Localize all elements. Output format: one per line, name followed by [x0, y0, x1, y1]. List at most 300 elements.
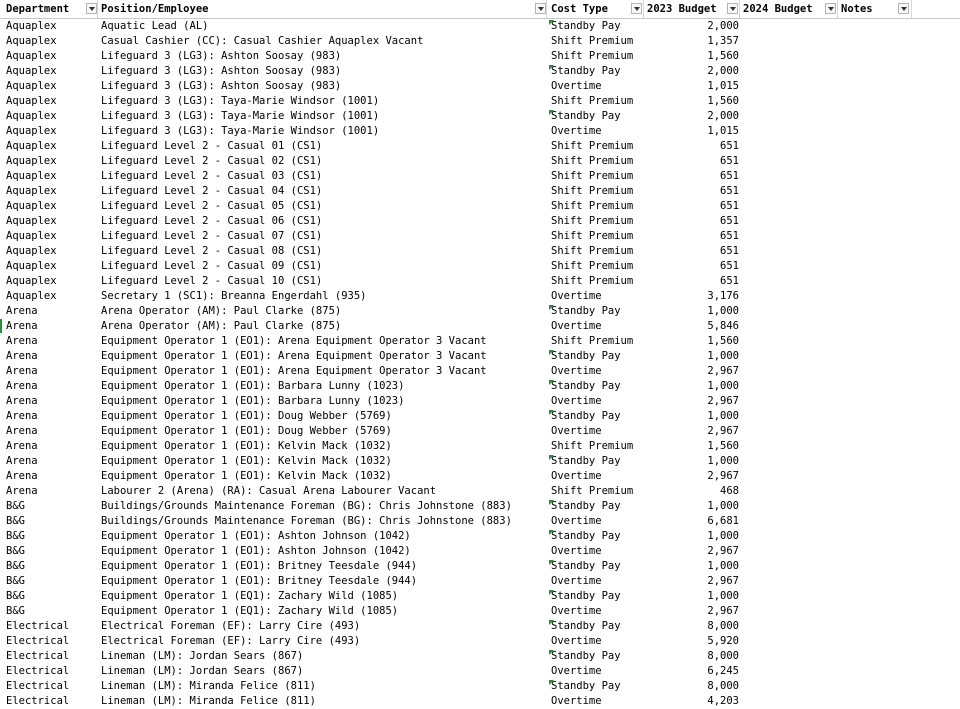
budget-2024-cell[interactable] — [743, 574, 838, 589]
budget-2023-cell[interactable]: 651 — [720, 260, 739, 272]
budget-2024-cell[interactable] — [743, 64, 838, 79]
cost-type-cell[interactable]: Overtime — [551, 635, 602, 647]
budget-2024-cell[interactable] — [743, 409, 838, 424]
budget-2023-cell[interactable]: 2,000 — [707, 20, 739, 32]
notes-cell[interactable] — [841, 499, 911, 514]
position-cell[interactable]: Aquatic Lead (AL) — [101, 20, 209, 32]
notes-cell[interactable] — [841, 364, 911, 379]
budget-2023-cell[interactable]: 2,967 — [707, 545, 739, 557]
error-indicator-icon — [549, 560, 554, 565]
notes-cell[interactable] — [841, 289, 911, 304]
department-cell[interactable]: Arena — [6, 485, 38, 497]
position-cell[interactable]: Buildings/Grounds Maintenance Foreman (BG): Chris Johnstone (883) — [101, 500, 512, 512]
position-cell[interactable]: Lifeguard 3 (LG3): Taya-Marie Windsor (1001) — [101, 95, 380, 107]
position-cell[interactable]: Equipment Operator 1 (EO1): Arena Equipment Operator 3 Vacant — [101, 335, 487, 347]
budget-2024-cell[interactable] — [743, 334, 838, 349]
notes-cell[interactable] — [841, 124, 911, 139]
selected-cell-marker — [0, 319, 2, 333]
filter-dropdown-icon[interactable] — [898, 3, 909, 14]
notes-cell[interactable] — [841, 679, 911, 694]
budget-2024-cell[interactable] — [743, 589, 838, 604]
budget-2023-cell[interactable]: 651 — [720, 185, 739, 197]
table-row — [0, 154, 960, 169]
budget-2023-cell[interactable]: 8,000 — [707, 650, 739, 662]
notes-cell[interactable] — [841, 634, 911, 649]
budget-2023-cell[interactable]: 6,681 — [707, 515, 739, 527]
budget-2024-cell[interactable] — [743, 469, 838, 484]
notes-cell[interactable] — [841, 79, 911, 94]
budget-2023-cell[interactable]: 651 — [720, 245, 739, 257]
cost-type-cell[interactable]: Shift Premium — [551, 215, 634, 227]
notes-cell[interactable] — [841, 619, 911, 634]
position-cell[interactable]: Lineman (LM): Jordan Sears (867) — [101, 650, 304, 662]
notes-cell[interactable] — [841, 574, 911, 589]
cost-type-cell[interactable]: Standby Pay — [551, 410, 621, 422]
budget-2023-cell[interactable]: 1,000 — [707, 305, 739, 317]
position-cell[interactable]: Lifeguard Level 2 - Casual 07 (CS1) — [101, 230, 323, 242]
budget-2024-cell[interactable] — [743, 154, 838, 169]
department-cell[interactable]: B&G — [6, 500, 25, 512]
table-row — [0, 169, 960, 184]
budget-2023-cell[interactable]: 2,967 — [707, 365, 739, 377]
cost-type-cell[interactable]: Overtime — [551, 575, 602, 587]
cost-type-cell[interactable]: Shift Premium — [551, 170, 634, 182]
error-indicator-icon — [549, 65, 554, 70]
budget-2023-cell[interactable]: 468 — [720, 485, 739, 497]
position-cell[interactable]: Lifeguard Level 2 - Casual 01 (CS1) — [101, 140, 323, 152]
department-cell[interactable]: Electrical — [6, 680, 70, 692]
notes-cell[interactable] — [841, 214, 911, 229]
notes-cell[interactable] — [841, 379, 911, 394]
department-cell[interactable]: B&G — [6, 515, 25, 527]
cost-type-cell[interactable]: Shift Premium — [551, 95, 634, 107]
notes-cell[interactable] — [841, 454, 911, 469]
budget-2023-cell[interactable]: 651 — [720, 155, 739, 167]
notes-cell[interactable] — [841, 154, 911, 169]
department-cell[interactable]: Aquaplex — [6, 290, 57, 302]
header-notes[interactable]: Notes — [838, 0, 912, 18]
budget-2024-cell[interactable] — [743, 619, 838, 634]
department-cell[interactable]: Electrical — [6, 695, 70, 707]
cost-type-cell[interactable]: Standby Pay — [551, 590, 621, 602]
budget-2023-cell[interactable]: 1,015 — [707, 125, 739, 137]
position-cell[interactable]: Buildings/Grounds Maintenance Foreman (BG): Chris Johnstone (883) — [101, 515, 512, 527]
header-2024-budget[interactable]: 2024 Budget — [740, 0, 838, 18]
notes-cell[interactable] — [841, 589, 911, 604]
department-cell[interactable]: Aquaplex — [6, 95, 57, 107]
notes-cell[interactable] — [841, 49, 911, 64]
budget-2023-cell[interactable]: 2,967 — [707, 425, 739, 437]
budget-2023-cell[interactable]: 651 — [720, 170, 739, 182]
position-cell[interactable]: Equipment Operator 1 (EO1): Kelvin Mack (1032) — [101, 470, 392, 482]
notes-cell[interactable] — [841, 94, 911, 109]
department-cell[interactable]: Arena — [6, 410, 38, 422]
department-cell[interactable]: B&G — [6, 590, 25, 602]
cost-type-cell[interactable]: Overtime — [551, 125, 602, 137]
notes-cell[interactable] — [841, 559, 911, 574]
cost-type-cell[interactable]: Shift Premium — [551, 200, 634, 212]
notes-cell[interactable] — [841, 34, 911, 49]
position-cell[interactable]: Arena Operator (AM): Paul Clarke (875) — [101, 320, 342, 332]
department-cell[interactable]: Arena — [6, 350, 38, 362]
cost-type-cell[interactable]: Standby Pay — [551, 110, 621, 122]
filter-dropdown-icon[interactable] — [727, 3, 738, 14]
budget-2023-cell[interactable]: 2,967 — [707, 605, 739, 617]
budget-2023-cell[interactable]: 1,000 — [707, 410, 739, 422]
department-cell[interactable]: Aquaplex — [6, 230, 57, 242]
budget-2024-cell[interactable] — [743, 184, 838, 199]
budget-2024-cell[interactable] — [743, 289, 838, 304]
department-cell[interactable]: Aquaplex — [6, 50, 57, 62]
filter-dropdown-icon[interactable] — [86, 3, 97, 14]
error-indicator-icon — [549, 455, 554, 460]
notes-cell[interactable] — [841, 244, 911, 259]
department-cell[interactable]: Aquaplex — [6, 65, 57, 77]
budget-2024-cell[interactable] — [743, 79, 838, 94]
cost-type-cell[interactable]: Standby Pay — [551, 305, 621, 317]
department-cell[interactable]: Electrical — [6, 620, 70, 632]
notes-cell[interactable] — [841, 604, 911, 619]
notes-cell[interactable] — [841, 109, 911, 124]
department-cell[interactable]: B&G — [6, 545, 25, 557]
cost-type-cell[interactable]: Overtime — [551, 290, 602, 302]
table-row — [0, 304, 960, 319]
position-cell[interactable]: Equipment Operator 1 (EO1): Barbara Lunny (1023) — [101, 395, 405, 407]
position-cell[interactable]: Lifeguard Level 2 - Casual 08 (CS1) — [101, 245, 323, 257]
cost-type-cell[interactable]: Shift Premium — [551, 335, 634, 347]
header-cost-type[interactable]: Cost Type — [547, 0, 644, 18]
notes-cell[interactable] — [841, 229, 911, 244]
position-cell[interactable]: Lifeguard Level 2 - Casual 02 (CS1) — [101, 155, 323, 167]
position-cell[interactable]: Lifeguard Level 2 - Casual 09 (CS1) — [101, 260, 323, 272]
notes-cell[interactable] — [841, 19, 911, 34]
position-cell[interactable]: Secretary 1 (SC1): Breanna Engerdahl (935) — [101, 290, 367, 302]
budget-2023-cell[interactable]: 1,560 — [707, 440, 739, 452]
table-row — [0, 424, 960, 439]
budget-2024-cell[interactable] — [743, 559, 838, 574]
budget-2023-cell[interactable]: 2,967 — [707, 395, 739, 407]
position-cell[interactable]: Equipment Operator 1 (EO1): Kelvin Mack (1032) — [101, 455, 392, 467]
position-cell[interactable]: Lifeguard Level 2 - Casual 10 (CS1) — [101, 275, 323, 287]
position-cell[interactable]: Equipment Operator 1 (EO1): Barbara Lunny (1023) — [101, 380, 405, 392]
department-cell[interactable]: Aquaplex — [6, 80, 57, 92]
department-cell[interactable]: Aquaplex — [6, 20, 57, 32]
notes-cell[interactable] — [841, 469, 911, 484]
position-cell[interactable]: Electrical Foreman (EF): Larry Cire (493) — [101, 620, 361, 632]
department-cell[interactable]: Aquaplex — [6, 170, 57, 182]
header-department[interactable]: Department — [0, 0, 98, 18]
cost-type-cell[interactable]: Overtime — [551, 470, 602, 482]
budget-2024-cell[interactable] — [743, 139, 838, 154]
position-cell[interactable]: Equipment Operator 1 (EO1): Arena Equipment Operator 3 Vacant — [101, 350, 487, 362]
department-cell[interactable]: Arena — [6, 440, 38, 452]
table-row — [0, 199, 960, 214]
budget-2023-cell[interactable]: 651 — [720, 230, 739, 242]
table-row — [0, 664, 960, 679]
cost-type-cell[interactable]: Shift Premium — [551, 485, 634, 497]
cost-type-cell[interactable]: Overtime — [551, 365, 602, 377]
budget-2023-cell[interactable]: 1,000 — [707, 380, 739, 392]
cost-type-cell[interactable]: Shift Premium — [551, 35, 634, 47]
budget-2024-cell[interactable] — [743, 394, 838, 409]
position-cell[interactable]: Equipment Operator 1 (EO1): Doug Webber (5769) — [101, 410, 392, 422]
budget-2024-cell[interactable] — [743, 259, 838, 274]
filter-dropdown-icon[interactable] — [825, 3, 836, 14]
department-cell[interactable]: B&G — [6, 605, 25, 617]
budget-2023-cell[interactable]: 2,967 — [707, 575, 739, 587]
budget-2024-cell[interactable] — [743, 304, 838, 319]
budget-2024-cell[interactable] — [743, 364, 838, 379]
position-cell[interactable]: Lifeguard Level 2 - Casual 04 (CS1) — [101, 185, 323, 197]
position-cell[interactable]: Equipment Operator 1 (EO1): Kelvin Mack (1032) — [101, 440, 392, 452]
cost-type-cell[interactable]: Shift Premium — [551, 155, 634, 167]
position-cell[interactable]: Lineman (LM): Jordan Sears (867) — [101, 665, 304, 677]
budget-2024-cell[interactable] — [743, 349, 838, 364]
cost-type-cell[interactable]: Standby Pay — [551, 455, 621, 467]
department-cell[interactable]: Arena — [6, 425, 38, 437]
cost-type-cell[interactable]: Standby Pay — [551, 530, 621, 542]
department-cell[interactable]: Arena — [6, 470, 38, 482]
cost-type-cell[interactable]: Shift Premium — [551, 260, 634, 272]
budget-2023-cell[interactable]: 1,000 — [707, 590, 739, 602]
position-cell[interactable]: Lineman (LM): Miranda Felice (811) — [101, 695, 316, 707]
budget-2024-cell[interactable] — [743, 544, 838, 559]
notes-cell[interactable] — [841, 274, 911, 289]
budget-2024-cell[interactable] — [743, 454, 838, 469]
position-cell[interactable]: Equipment Operator 1 (EO1): Britney Teesdale (944) — [101, 575, 418, 587]
budget-2024-cell[interactable] — [743, 439, 838, 454]
budget-2024-cell[interactable] — [743, 19, 838, 34]
department-cell[interactable]: Arena — [6, 455, 38, 467]
department-cell[interactable]: Aquaplex — [6, 155, 57, 167]
cost-type-cell[interactable]: Shift Premium — [551, 275, 634, 287]
budget-2023-cell[interactable]: 5,920 — [707, 635, 739, 647]
position-cell[interactable]: Equipment Operator 1 (EO1): Ashton Johnson (1042) — [101, 530, 411, 542]
cost-type-cell[interactable]: Shift Premium — [551, 185, 634, 197]
notes-cell[interactable] — [841, 514, 911, 529]
department-cell[interactable]: Electrical — [6, 665, 70, 677]
position-cell[interactable]: Casual Cashier (CC): Casual Cashier Aquaplex Vacant — [101, 35, 424, 47]
budget-2023-cell[interactable]: 4,203 — [707, 695, 739, 707]
department-cell[interactable]: Electrical — [6, 635, 70, 647]
notes-cell[interactable] — [841, 334, 911, 349]
notes-cell[interactable] — [841, 304, 911, 319]
cost-type-cell[interactable]: Standby Pay — [551, 380, 621, 392]
budget-2023-cell[interactable]: 1,560 — [707, 50, 739, 62]
cost-type-cell[interactable]: Shift Premium — [551, 230, 634, 242]
position-cell[interactable]: Lifeguard 3 (LG3): Taya-Marie Windsor (1001) — [101, 110, 380, 122]
cost-type-cell[interactable]: Standby Pay — [551, 650, 621, 662]
department-cell[interactable]: Aquaplex — [6, 110, 57, 122]
cost-type-cell[interactable]: Overtime — [551, 80, 602, 92]
budget-2023-cell[interactable]: 1,000 — [707, 350, 739, 362]
notes-cell[interactable] — [841, 394, 911, 409]
notes-cell[interactable] — [841, 529, 911, 544]
department-cell[interactable]: Aquaplex — [6, 140, 57, 152]
cost-type-cell[interactable]: Standby Pay — [551, 560, 621, 572]
department-cell[interactable]: B&G — [6, 560, 25, 572]
budget-2023-cell[interactable]: 1,000 — [707, 560, 739, 572]
notes-cell[interactable] — [841, 319, 911, 334]
budget-2023-cell[interactable]: 2,000 — [707, 110, 739, 122]
budget-2023-cell[interactable]: 1,000 — [707, 530, 739, 542]
budget-2024-cell[interactable] — [743, 319, 838, 334]
budget-2024-cell[interactable] — [743, 124, 838, 139]
department-cell[interactable]: Arena — [6, 305, 38, 317]
budget-2024-cell[interactable] — [743, 499, 838, 514]
budget-2024-cell[interactable] — [743, 649, 838, 664]
position-cell[interactable]: Equipment Operator 1 (EQ1): Zachary Wild (1085) — [101, 590, 399, 602]
cost-type-cell[interactable]: Standby Pay — [551, 65, 621, 77]
budget-2024-cell[interactable] — [743, 484, 838, 499]
budget-2024-cell[interactable] — [743, 244, 838, 259]
department-cell[interactable]: Aquaplex — [6, 185, 57, 197]
department-cell[interactable]: Arena — [6, 335, 38, 347]
budget-2023-cell[interactable]: 8,000 — [707, 620, 739, 632]
budget-2023-cell[interactable]: 1,015 — [707, 80, 739, 92]
notes-cell[interactable] — [841, 349, 911, 364]
budget-2023-cell[interactable]: 6,245 — [707, 665, 739, 677]
department-cell[interactable]: Aquaplex — [6, 260, 57, 272]
cost-type-cell[interactable]: Standby Pay — [551, 500, 621, 512]
cost-type-cell[interactable]: Shift Premium — [551, 50, 634, 62]
position-cell[interactable]: Lifeguard 3 (LG3): Ashton Soosay (983) — [101, 80, 342, 92]
notes-cell[interactable] — [841, 139, 911, 154]
cost-type-cell[interactable]: Overtime — [551, 320, 602, 332]
position-cell[interactable]: Lifeguard Level 2 - Casual 03 (CS1) — [101, 170, 323, 182]
budget-2023-cell[interactable]: 2,000 — [707, 65, 739, 77]
cost-type-cell[interactable]: Overtime — [551, 605, 602, 617]
budget-2023-cell[interactable]: 1,560 — [707, 95, 739, 107]
cost-type-cell[interactable]: Standby Pay — [551, 350, 621, 362]
notes-cell[interactable] — [841, 199, 911, 214]
header-2023-budget[interactable]: 2023 Budget — [644, 0, 740, 18]
position-cell[interactable]: Lifeguard 3 (LG3): Ashton Soosay (983) — [101, 50, 342, 62]
table-row — [0, 79, 960, 94]
budget-2024-cell[interactable] — [743, 109, 838, 124]
position-cell[interactable]: Lifeguard 3 (LG3): Taya-Marie Windsor (1001) — [101, 125, 380, 137]
budget-2023-cell[interactable]: 2,967 — [707, 470, 739, 482]
budget-2024-cell[interactable] — [743, 514, 838, 529]
cost-type-cell[interactable]: Standby Pay — [551, 680, 621, 692]
notes-cell[interactable] — [841, 424, 911, 439]
budget-2024-cell[interactable] — [743, 34, 838, 49]
notes-cell[interactable] — [841, 259, 911, 274]
position-cell[interactable]: Lifeguard 3 (LG3): Ashton Soosay (983) — [101, 65, 342, 77]
filter-dropdown-icon[interactable] — [535, 3, 546, 14]
cost-type-cell[interactable]: Standby Pay — [551, 20, 621, 32]
cost-type-cell[interactable]: Shift Premium — [551, 140, 634, 152]
budget-2024-cell[interactable] — [743, 49, 838, 64]
budget-2024-cell[interactable] — [743, 229, 838, 244]
department-cell[interactable]: Arena — [6, 365, 38, 377]
filter-dropdown-icon[interactable] — [631, 3, 642, 14]
budget-2023-cell[interactable]: 651 — [720, 215, 739, 227]
budget-2023-cell[interactable]: 8,000 — [707, 680, 739, 692]
position-cell[interactable]: Equipment Operator 1 (EO1): Arena Equipment Operator 3 Vacant — [101, 365, 487, 377]
notes-cell[interactable] — [841, 664, 911, 679]
cost-type-cell[interactable]: Shift Premium — [551, 245, 634, 257]
notes-cell[interactable] — [841, 409, 911, 424]
department-cell[interactable]: Arena — [6, 395, 38, 407]
position-cell[interactable]: Equipment Operator 1 (EO1): Ashton Johnson (1042) — [101, 545, 411, 557]
header-position[interactable]: Position/Employee — [98, 0, 547, 18]
budget-2024-cell[interactable] — [743, 169, 838, 184]
cost-type-cell[interactable]: Overtime — [551, 665, 602, 677]
budget-2024-cell[interactable] — [743, 274, 838, 289]
notes-cell[interactable] — [841, 544, 911, 559]
budget-2023-cell[interactable]: 1,560 — [707, 335, 739, 347]
notes-cell[interactable] — [841, 649, 911, 664]
notes-cell[interactable] — [841, 169, 911, 184]
budget-2023-cell[interactable]: 5,846 — [707, 320, 739, 332]
position-cell[interactable]: Electrical Foreman (EF): Larry Cire (493) — [101, 635, 361, 647]
table-row — [0, 49, 960, 64]
department-cell[interactable]: Aquaplex — [6, 215, 57, 227]
budget-2023-cell[interactable]: 651 — [720, 275, 739, 287]
department-cell[interactable]: B&G — [6, 530, 25, 542]
department-cell[interactable]: Aquaplex — [6, 245, 57, 257]
notes-cell[interactable] — [841, 439, 911, 454]
cost-type-cell[interactable]: Overtime — [551, 695, 602, 707]
budget-2024-cell[interactable] — [743, 529, 838, 544]
cost-type-cell[interactable]: Overtime — [551, 515, 602, 527]
cost-type-cell[interactable]: Standby Pay — [551, 620, 621, 632]
cost-type-cell[interactable]: Shift Premium — [551, 440, 634, 452]
position-cell[interactable]: Equipment Operator 1 (EQ1): Zachary Wild (1085) — [101, 605, 399, 617]
budget-2024-cell[interactable] — [743, 679, 838, 694]
budget-2023-cell[interactable]: 3,176 — [707, 290, 739, 302]
department-cell[interactable]: Arena — [6, 380, 38, 392]
position-cell[interactable]: Lifeguard Level 2 - Casual 05 (CS1) — [101, 200, 323, 212]
table-row — [0, 259, 960, 274]
table-body — [0, 19, 960, 709]
budget-2024-cell[interactable] — [743, 94, 838, 109]
budget-2023-cell[interactable]: 1,000 — [707, 500, 739, 512]
budget-2023-cell[interactable]: 651 — [720, 200, 739, 212]
position-cell[interactable]: Equipment Operator 1 (EO1): Britney Teesdale (944) — [101, 560, 418, 572]
budget-2024-cell[interactable] — [743, 634, 838, 649]
position-cell[interactable]: Lineman (LM): Miranda Felice (811) — [101, 680, 316, 692]
cost-type-cell[interactable]: Overtime — [551, 395, 602, 407]
notes-cell[interactable] — [841, 484, 911, 499]
department-cell[interactable]: Aquaplex — [6, 35, 57, 47]
budget-2023-cell[interactable]: 651 — [720, 140, 739, 152]
budget-2024-cell[interactable] — [743, 664, 838, 679]
budget-2024-cell[interactable] — [743, 424, 838, 439]
cost-type-cell[interactable]: Overtime — [551, 545, 602, 557]
department-cell[interactable]: Aquaplex — [6, 200, 57, 212]
budget-2023-cell[interactable]: 1,357 — [707, 35, 739, 47]
budget-2024-cell[interactable] — [743, 604, 838, 619]
position-cell[interactable]: Labourer 2 (Arena) (RA): Casual Arena Labourer Vacant — [101, 485, 437, 497]
budget-2023-cell[interactable]: 1,000 — [707, 455, 739, 467]
cost-type-cell[interactable]: Overtime — [551, 425, 602, 437]
department-cell[interactable]: Arena — [6, 320, 38, 332]
department-cell[interactable]: Aquaplex — [6, 125, 57, 137]
position-cell[interactable]: Arena Operator (AM): Paul Clarke (875) — [101, 305, 342, 317]
notes-cell[interactable] — [841, 64, 911, 79]
department-cell[interactable]: Electrical — [6, 650, 70, 662]
notes-cell[interactable] — [841, 184, 911, 199]
position-cell[interactable]: Lifeguard Level 2 - Casual 06 (CS1) — [101, 215, 323, 227]
department-cell[interactable]: Aquaplex — [6, 275, 57, 287]
budget-2024-cell[interactable] — [743, 214, 838, 229]
department-cell[interactable]: B&G — [6, 575, 25, 587]
budget-2024-cell[interactable] — [743, 199, 838, 214]
budget-2024-cell[interactable] — [743, 379, 838, 394]
position-cell[interactable]: Equipment Operator 1 (EO1): Doug Webber (5769) — [101, 425, 392, 437]
